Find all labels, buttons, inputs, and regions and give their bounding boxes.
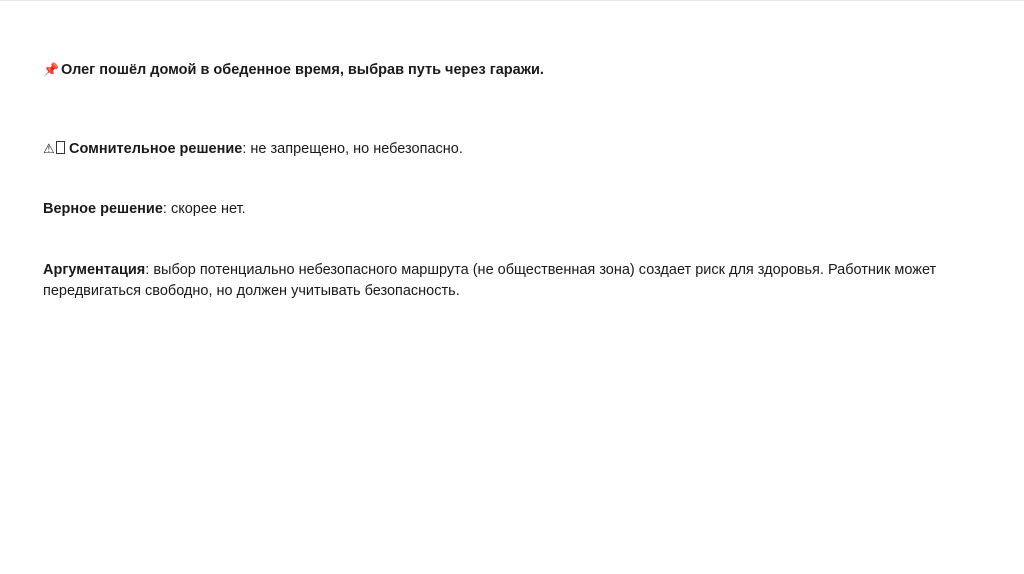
assessment-label: Сомнительное решение (69, 141, 243, 157)
argument-separator: : (145, 262, 154, 278)
correct-separator: : (162, 201, 171, 217)
case-title-text: Олег пошёл домой в обеденное время, выбрав путь через гаражи. (61, 62, 544, 78)
pushpin-icon: 📌 (43, 63, 60, 78)
argument-paragraph (43, 260, 973, 302)
correct-line (43, 199, 246, 220)
warning-icon: ⚠ (43, 139, 69, 160)
correct-label: Верное решение (43, 201, 163, 217)
assessment-line (43, 139, 463, 160)
case-title (43, 60, 544, 81)
assessment-separator: : (242, 141, 251, 157)
argument-text: выбор потенциально небезопасного маршрута (не общественная зона) создает риск для здоровья. Работник может передвигаться свободно, но должен учитывать безопасность. (43, 262, 937, 299)
correct-text: скорее нет. (170, 201, 246, 217)
assessment-text: не запрещено, но небезопасно. (250, 141, 463, 157)
argument-label: Аргументация (43, 262, 146, 278)
